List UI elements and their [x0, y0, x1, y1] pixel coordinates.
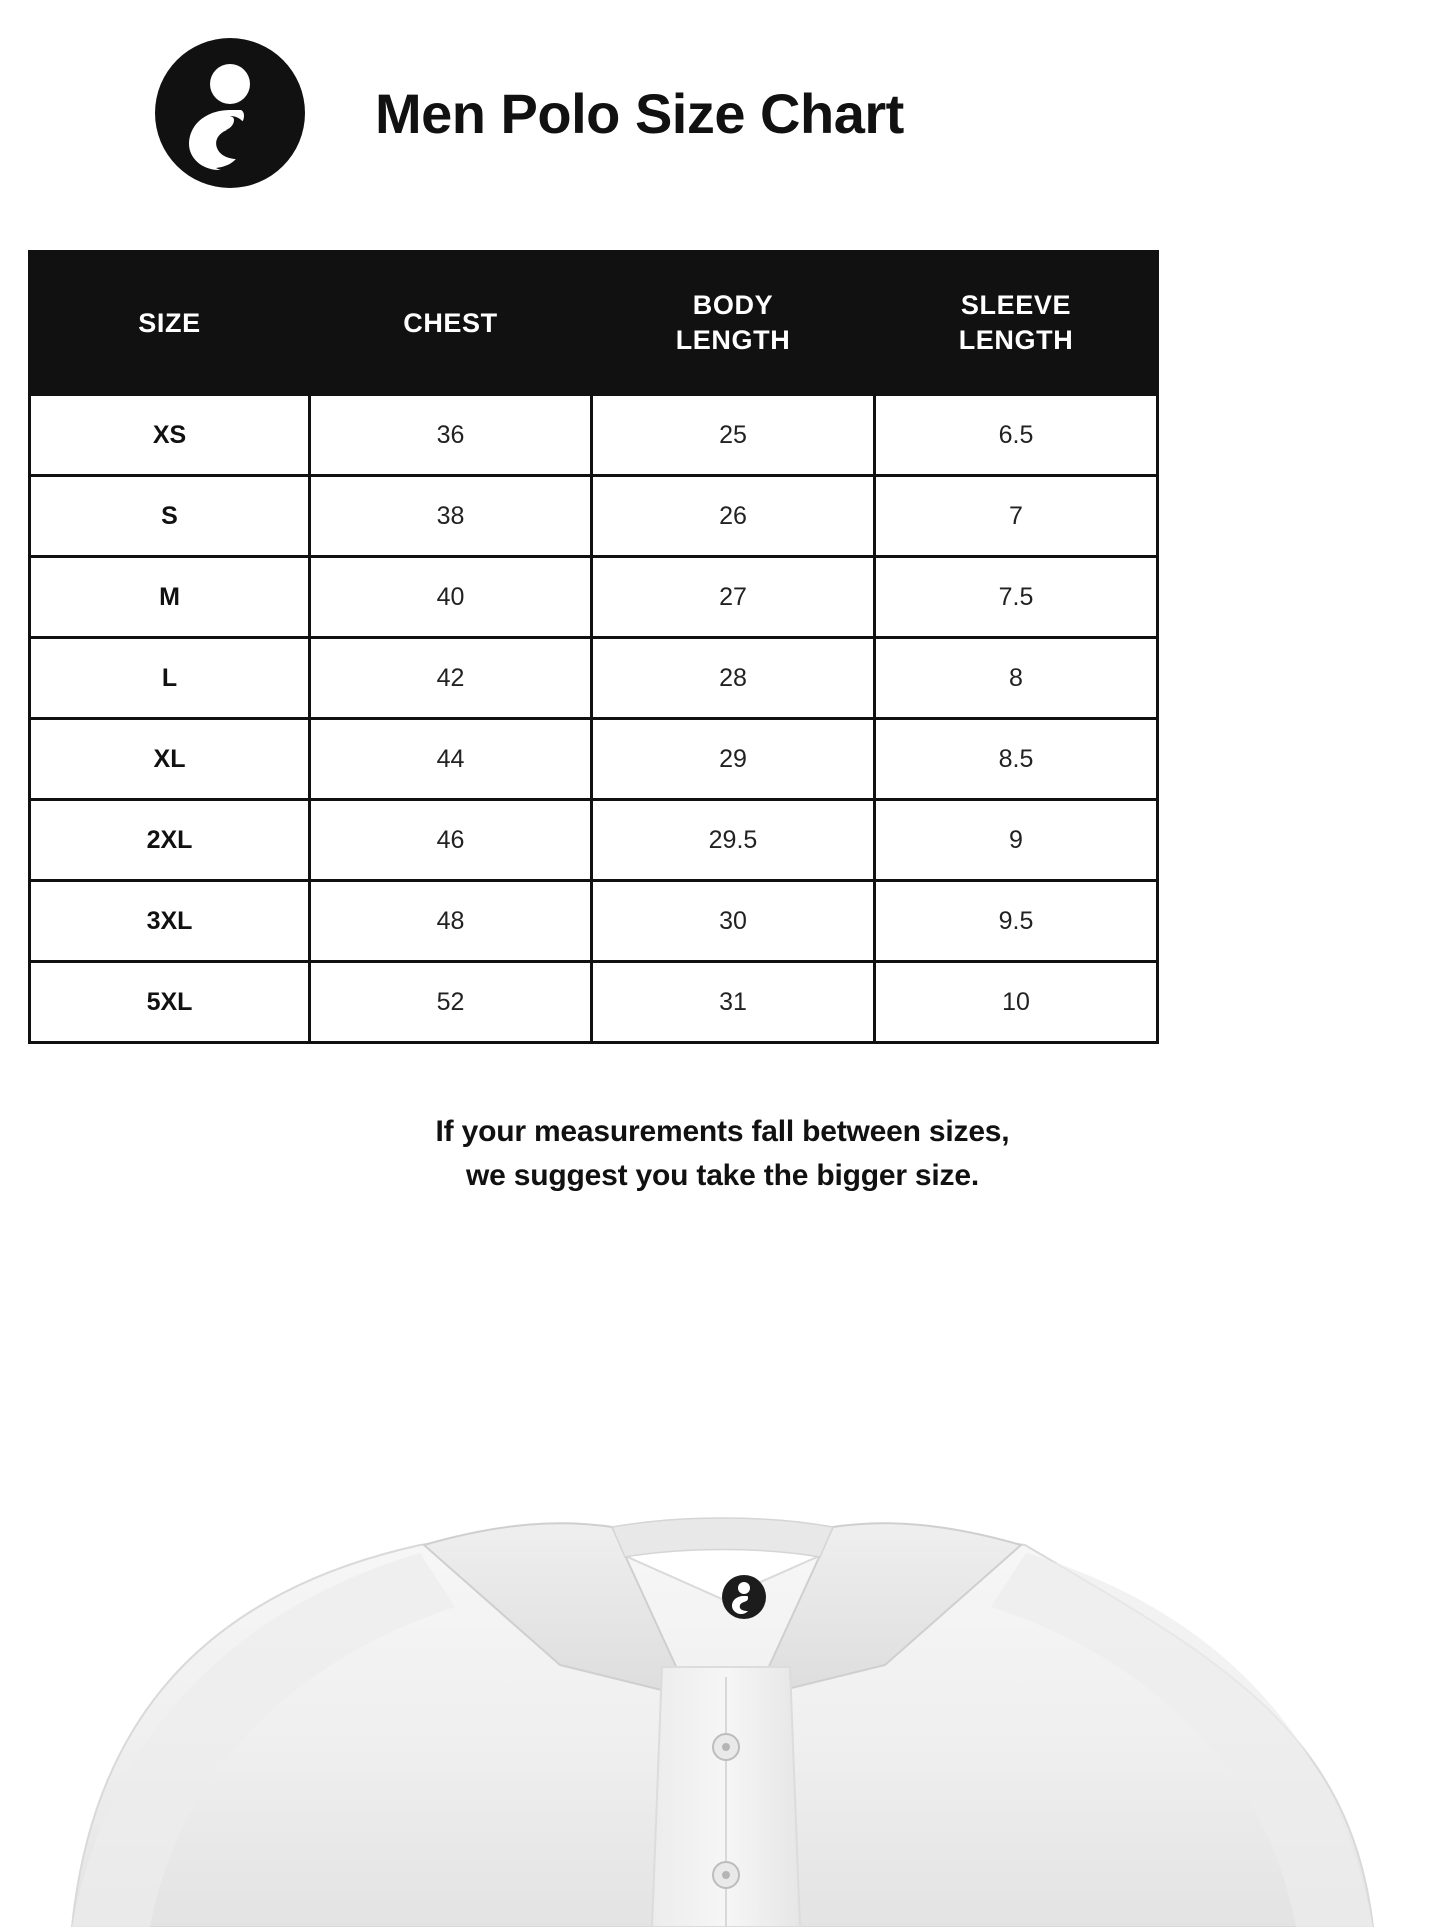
column-header-chest-line1: CHEST	[403, 307, 498, 338]
sizing-note	[0, 1110, 1445, 1197]
column-header-sleeve-length	[875, 252, 1158, 395]
cell-chest: 36	[310, 395, 592, 476]
cell-body-length: 25	[592, 395, 875, 476]
cell-sleeve-length: 10	[875, 962, 1158, 1043]
column-header-body-length-line2: LENGTH	[675, 325, 791, 355]
column-header-body-length-line1: BODY	[692, 290, 774, 321]
cell-body-length: 30	[592, 881, 875, 962]
column-header-size	[30, 252, 310, 395]
table-header-row	[30, 252, 1158, 395]
table-row	[30, 476, 1158, 557]
cell-chest: 42	[310, 638, 592, 719]
cell-sleeve-length: 9	[875, 800, 1158, 881]
cell-chest: 40	[310, 557, 592, 638]
table-row	[30, 800, 1158, 881]
table-row	[30, 395, 1158, 476]
page-header	[0, 0, 1445, 188]
size-chart-table	[28, 250, 1159, 1044]
cell-size: 5XL	[30, 962, 310, 1043]
column-header-body-length	[592, 252, 875, 395]
cell-chest: 48	[310, 881, 592, 962]
sizing-note-line1: If your measurements fall between sizes,	[435, 1115, 1010, 1148]
cell-chest: 38	[310, 476, 592, 557]
cell-sleeve-length: 9.5	[875, 881, 1158, 962]
cell-body-length: 27	[592, 557, 875, 638]
cell-size: XL	[30, 719, 310, 800]
sizing-note-line2: we suggest you take the bigger size.	[466, 1158, 979, 1192]
cell-sleeve-length: 8	[875, 638, 1158, 719]
cell-size: 3XL	[30, 881, 310, 962]
table-row	[30, 962, 1158, 1043]
table-row	[30, 881, 1158, 962]
column-header-chest	[310, 252, 592, 395]
cell-chest: 52	[310, 962, 592, 1043]
cell-body-length: 31	[592, 962, 875, 1043]
brand-logo-icon	[155, 38, 305, 188]
table-row	[30, 557, 1158, 638]
cell-chest: 44	[310, 719, 592, 800]
column-header-sleeve-length-line2: LENGTH	[958, 325, 1074, 355]
size-chart-table-wrapper	[28, 250, 1417, 1044]
cell-body-length: 28	[592, 638, 875, 719]
cell-size: L	[30, 638, 310, 719]
cell-sleeve-length: 8.5	[875, 719, 1158, 800]
product-photo	[0, 1227, 1445, 1927]
cell-body-length: 29	[592, 719, 875, 800]
cell-sleeve-length: 7	[875, 476, 1158, 557]
cell-sleeve-length: 7.5	[875, 557, 1158, 638]
brand-chest-logo-icon	[722, 1575, 766, 1619]
cell-body-length: 29.5	[592, 800, 875, 881]
cell-size: XS	[30, 395, 310, 476]
cell-body-length: 26	[592, 476, 875, 557]
page-title: Men Polo Size Chart	[375, 81, 904, 145]
cell-chest: 46	[310, 800, 592, 881]
cell-size: 2XL	[30, 800, 310, 881]
column-header-size-line1: SIZE	[138, 307, 201, 338]
cell-sleeve-length: 6.5	[875, 395, 1158, 476]
table-row	[30, 638, 1158, 719]
cell-size: M	[30, 557, 310, 638]
cell-size: S	[30, 476, 310, 557]
column-header-sleeve-length-line1: SLEEVE	[960, 290, 1072, 321]
table-row	[30, 719, 1158, 800]
